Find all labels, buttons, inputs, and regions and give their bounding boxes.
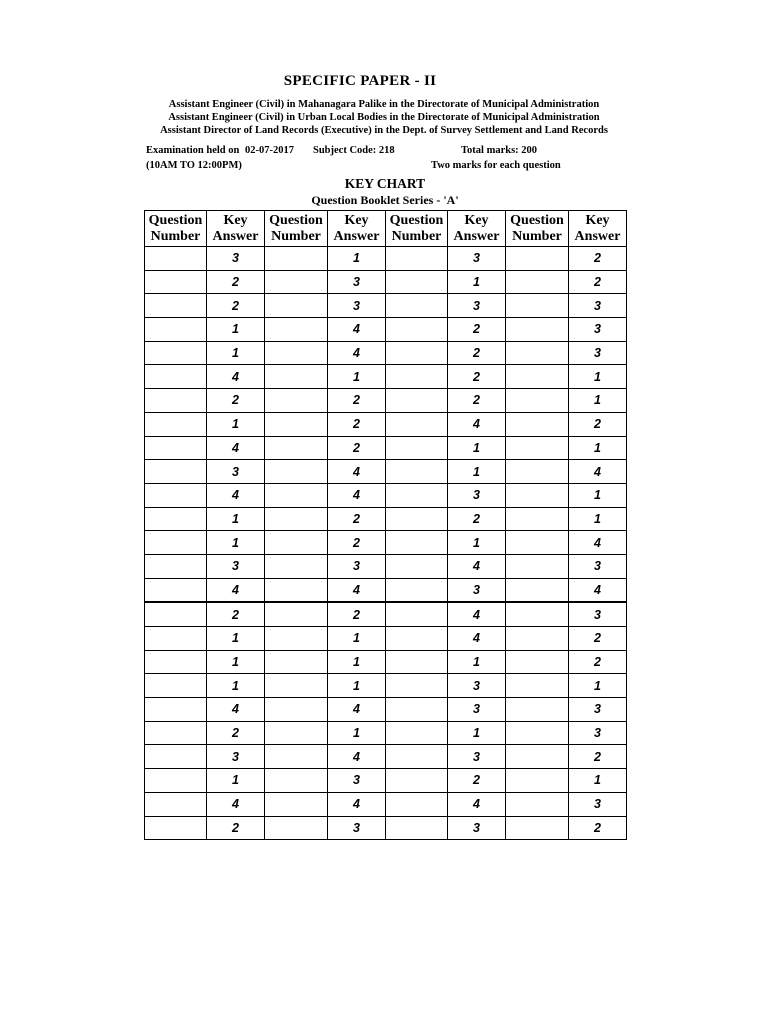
question-number-cell	[506, 554, 569, 578]
key-answer-cell: 1	[328, 650, 386, 674]
exam-held-label: Examination held on	[146, 145, 240, 156]
key-answer-cell: 3	[328, 816, 386, 840]
question-number-cell	[506, 294, 569, 318]
key-answer-cell: 3	[569, 341, 627, 365]
key-chart-title: KEY CHART	[344, 176, 426, 191]
key-answer-cell: 1	[207, 627, 265, 651]
question-number-cell	[386, 698, 448, 722]
question-number-cell	[386, 436, 448, 460]
post-line-2: Assistant Engineer (Civil) in Urban Local Bodies in the Directorate of Municipal Administration	[168, 112, 600, 124]
question-number-cell	[265, 460, 328, 484]
page-title: SPECIFIC PAPER - II	[283, 73, 437, 89]
key-answer-cell: 3	[207, 554, 265, 578]
table-row	[145, 412, 627, 436]
question-number-cell	[265, 318, 328, 342]
question-number-cell	[386, 389, 448, 413]
key-answer-cell: 3	[328, 270, 386, 294]
key-answer-cell: 1	[207, 769, 265, 793]
question-number-cell	[506, 627, 569, 651]
table-row	[145, 341, 627, 365]
question-number-cell	[145, 674, 207, 698]
key-answer-cell: 3	[448, 247, 506, 271]
key-answer-cell: 3	[569, 698, 627, 722]
key-answer-cell: 2	[448, 365, 506, 389]
key-answer-cell: 2	[328, 389, 386, 413]
question-number-cell	[506, 698, 569, 722]
key-answer-cell: 1	[569, 365, 627, 389]
question-number-cell	[265, 412, 328, 436]
question-number-cell	[506, 769, 569, 793]
question-number-cell	[265, 792, 328, 816]
key-answer-cell: 4	[328, 578, 386, 602]
table-row	[145, 816, 627, 840]
question-number-cell	[386, 745, 448, 769]
key-answer-cell: 4	[207, 578, 265, 602]
key-answer-cell: 4	[207, 792, 265, 816]
question-number-cell	[506, 412, 569, 436]
question-number-cell	[145, 294, 207, 318]
question-number-cell	[145, 507, 207, 531]
question-number-cell	[506, 247, 569, 271]
question-number-cell	[386, 247, 448, 271]
marks-note: Two marks for each question	[431, 160, 561, 171]
question-number-cell	[265, 745, 328, 769]
question-number-cell	[265, 507, 328, 531]
key-answer-cell: 4	[569, 460, 627, 484]
question-number-cell	[265, 769, 328, 793]
table-row	[145, 483, 627, 507]
table-row	[145, 436, 627, 460]
key-answer-cell: 1	[207, 341, 265, 365]
question-number-cell	[506, 318, 569, 342]
question-number-cell	[386, 627, 448, 651]
key-answer-cell: 3	[569, 792, 627, 816]
key-answer-cell: 1	[448, 270, 506, 294]
key-answer-cell: 2	[328, 507, 386, 531]
question-number-cell	[386, 294, 448, 318]
table-row	[145, 745, 627, 769]
question-number-cell	[386, 412, 448, 436]
question-number-cell	[506, 674, 569, 698]
post-list	[0, 98, 768, 138]
question-number-cell	[506, 602, 569, 626]
question-number-cell	[386, 341, 448, 365]
key-answer-cell: 2	[569, 412, 627, 436]
key-answer-cell: 3	[448, 578, 506, 602]
table-row	[145, 650, 627, 674]
question-number-cell	[506, 792, 569, 816]
question-number-cell	[265, 436, 328, 460]
key-answer-cell: 3	[207, 745, 265, 769]
key-answer-cell: 1	[207, 650, 265, 674]
column-header: Question Number	[265, 211, 328, 247]
question-number-cell	[506, 341, 569, 365]
key-answer-cell: 4	[207, 698, 265, 722]
table-row	[145, 507, 627, 531]
table-row	[145, 270, 627, 294]
question-number-cell	[506, 816, 569, 840]
question-number-cell	[386, 365, 448, 389]
table-row	[145, 318, 627, 342]
exam-date: 02-07-2017	[245, 145, 294, 156]
table-row	[145, 294, 627, 318]
key-answer-cell: 4	[448, 627, 506, 651]
question-number-cell	[386, 578, 448, 602]
key-answer-cell: 1	[207, 412, 265, 436]
key-answer-cell: 1	[448, 721, 506, 745]
key-answer-cell: 3	[448, 674, 506, 698]
key-answer-cell: 4	[328, 341, 386, 365]
question-number-cell	[265, 602, 328, 626]
question-number-cell	[265, 650, 328, 674]
table-row	[145, 247, 627, 271]
key-answer-cell: 2	[207, 816, 265, 840]
question-number-cell	[386, 769, 448, 793]
question-number-cell	[386, 507, 448, 531]
table-row	[145, 531, 627, 555]
key-table-body	[145, 247, 627, 840]
key-answer-cell: 2	[569, 816, 627, 840]
key-answer-cell: 2	[448, 318, 506, 342]
table-row	[145, 602, 627, 626]
question-number-cell	[386, 721, 448, 745]
key-answer-cell: 2	[569, 247, 627, 271]
question-number-cell	[265, 698, 328, 722]
key-answer-cell: 4	[328, 318, 386, 342]
key-answer-cell: 3	[207, 460, 265, 484]
question-number-cell	[506, 507, 569, 531]
key-answer-cell: 2	[328, 412, 386, 436]
column-header: Key Answer	[328, 211, 386, 247]
key-answer-cell: 1	[569, 674, 627, 698]
key-answer-cell: 2	[207, 602, 265, 626]
key-answer-cell: 2	[207, 294, 265, 318]
table-row	[145, 627, 627, 651]
question-number-cell	[265, 554, 328, 578]
exam-time: (10AM TO 12:00PM)	[146, 160, 242, 171]
question-number-cell	[386, 650, 448, 674]
question-number-cell	[145, 460, 207, 484]
question-number-cell	[386, 318, 448, 342]
key-answer-cell: 3	[448, 816, 506, 840]
question-number-cell	[145, 412, 207, 436]
post-line-1: Assistant Engineer (Civil) in Mahanagara Palike in the Directorate of Municipal Administration	[168, 99, 600, 110]
key-answer-cell: 4	[448, 554, 506, 578]
key-answer-cell: 4	[328, 745, 386, 769]
key-answer-cell: 1	[569, 436, 627, 460]
question-number-cell	[265, 721, 328, 745]
key-answer-cell: 1	[569, 483, 627, 507]
table-header-row	[145, 211, 627, 247]
question-number-cell	[145, 554, 207, 578]
key-chart-table	[144, 210, 627, 840]
question-number-cell	[145, 318, 207, 342]
key-answer-cell: 1	[448, 531, 506, 555]
key-answer-cell: 4	[207, 365, 265, 389]
question-number-cell	[265, 674, 328, 698]
question-number-cell	[265, 816, 328, 840]
key-answer-cell: 2	[207, 270, 265, 294]
key-answer-cell: 4	[569, 578, 627, 602]
question-number-cell	[506, 721, 569, 745]
key-answer-cell: 4	[448, 792, 506, 816]
key-answer-cell: 4	[328, 483, 386, 507]
table-row	[145, 554, 627, 578]
table-row	[145, 674, 627, 698]
question-number-cell	[265, 270, 328, 294]
key-answer-cell: 3	[328, 769, 386, 793]
key-answer-cell: 1	[328, 365, 386, 389]
key-answer-cell: 2	[569, 627, 627, 651]
question-number-cell	[145, 792, 207, 816]
column-header: Question Number	[145, 211, 207, 247]
question-number-cell	[265, 627, 328, 651]
question-number-cell	[506, 745, 569, 769]
key-answer-cell: 3	[569, 602, 627, 626]
column-header: Key Answer	[207, 211, 265, 247]
question-number-cell	[506, 365, 569, 389]
key-answer-cell: 3	[448, 483, 506, 507]
question-number-cell	[145, 721, 207, 745]
question-number-cell	[145, 436, 207, 460]
key-answer-cell: 2	[448, 389, 506, 413]
key-answer-cell: 4	[448, 602, 506, 626]
question-number-cell	[386, 460, 448, 484]
key-answer-cell: 2	[328, 602, 386, 626]
post-line-3: Assistant Director of Land Records (Executive) in the Dept. of Survey Settlement and Land Records	[160, 125, 608, 137]
question-number-cell	[145, 698, 207, 722]
key-answer-cell: 2	[448, 769, 506, 793]
question-number-cell	[506, 483, 569, 507]
question-number-cell	[386, 483, 448, 507]
subject-code: Subject Code: 218	[313, 145, 395, 156]
key-answer-cell: 3	[569, 721, 627, 745]
question-number-cell	[145, 531, 207, 555]
table-row	[145, 578, 627, 602]
question-number-cell	[145, 389, 207, 413]
column-header: Question Number	[386, 211, 448, 247]
key-answer-cell: 1	[207, 674, 265, 698]
table-row	[145, 460, 627, 484]
question-number-cell	[145, 365, 207, 389]
question-number-cell	[145, 341, 207, 365]
question-number-cell	[506, 460, 569, 484]
question-number-cell	[386, 270, 448, 294]
key-answer-cell: 3	[328, 294, 386, 318]
table-row	[145, 721, 627, 745]
key-answer-cell: 3	[448, 294, 506, 318]
key-answer-cell: 3	[569, 294, 627, 318]
key-answer-cell: 2	[207, 389, 265, 413]
key-answer-cell: 4	[569, 531, 627, 555]
key-answer-cell: 2	[328, 531, 386, 555]
key-answer-cell: 3	[207, 247, 265, 271]
question-number-cell	[386, 674, 448, 698]
key-answer-cell: 2	[569, 270, 627, 294]
key-answer-cell: 1	[207, 531, 265, 555]
question-number-cell	[506, 436, 569, 460]
question-number-cell	[145, 483, 207, 507]
key-answer-cell: 1	[328, 627, 386, 651]
question-number-cell	[265, 531, 328, 555]
key-answer-cell: 1	[328, 721, 386, 745]
question-number-cell	[265, 365, 328, 389]
question-number-cell	[506, 531, 569, 555]
question-number-cell	[265, 578, 328, 602]
question-number-cell	[506, 270, 569, 294]
key-answer-cell: 1	[569, 507, 627, 531]
question-number-cell	[145, 627, 207, 651]
question-number-cell	[265, 294, 328, 318]
question-number-cell	[386, 531, 448, 555]
key-answer-cell: 2	[448, 507, 506, 531]
question-number-cell	[145, 578, 207, 602]
key-answer-cell: 2	[569, 745, 627, 769]
key-answer-cell: 4	[328, 792, 386, 816]
key-answer-cell: 3	[569, 318, 627, 342]
key-answer-cell: 2	[569, 650, 627, 674]
key-answer-cell: 1	[328, 674, 386, 698]
key-answer-cell: 4	[448, 412, 506, 436]
key-answer-cell: 2	[448, 341, 506, 365]
total-marks: Total marks: 200	[461, 145, 538, 156]
key-answer-cell: 2	[328, 436, 386, 460]
key-answer-cell: 1	[569, 389, 627, 413]
question-number-cell	[506, 650, 569, 674]
question-number-cell	[386, 816, 448, 840]
question-number-cell	[265, 341, 328, 365]
table-row	[145, 365, 627, 389]
key-answer-cell: 1	[328, 247, 386, 271]
question-number-cell	[265, 247, 328, 271]
question-number-cell	[145, 602, 207, 626]
key-answer-cell: 4	[207, 436, 265, 460]
key-answer-cell: 4	[207, 483, 265, 507]
question-number-cell	[506, 578, 569, 602]
key-answer-cell: 1	[207, 318, 265, 342]
key-answer-cell: 1	[448, 650, 506, 674]
key-answer-cell: 1	[569, 769, 627, 793]
question-number-cell	[265, 389, 328, 413]
key-answer-cell: 1	[207, 507, 265, 531]
key-answer-cell: 4	[328, 460, 386, 484]
key-answer-cell: 3	[328, 554, 386, 578]
key-answer-cell: 4	[328, 698, 386, 722]
table-row	[145, 769, 627, 793]
key-answer-cell: 1	[448, 460, 506, 484]
question-number-cell	[145, 650, 207, 674]
column-header: Key Answer	[569, 211, 627, 247]
question-number-cell	[386, 792, 448, 816]
question-number-cell	[386, 602, 448, 626]
column-header: Key Answer	[448, 211, 506, 247]
table-row	[145, 792, 627, 816]
question-number-cell	[145, 769, 207, 793]
question-number-cell	[386, 554, 448, 578]
question-number-cell	[145, 270, 207, 294]
key-answer-cell: 3	[448, 698, 506, 722]
table-row	[145, 698, 627, 722]
question-number-cell	[265, 483, 328, 507]
question-number-cell	[145, 247, 207, 271]
key-answer-cell: 3	[448, 745, 506, 769]
question-number-cell	[506, 389, 569, 413]
key-answer-cell: 2	[207, 721, 265, 745]
column-header: Question Number	[506, 211, 569, 247]
table-row	[145, 389, 627, 413]
booklet-series: Question Booklet Series - 'A'	[311, 193, 459, 207]
key-answer-cell: 3	[569, 554, 627, 578]
key-answer-cell: 1	[448, 436, 506, 460]
question-number-cell	[145, 816, 207, 840]
question-number-cell	[145, 745, 207, 769]
